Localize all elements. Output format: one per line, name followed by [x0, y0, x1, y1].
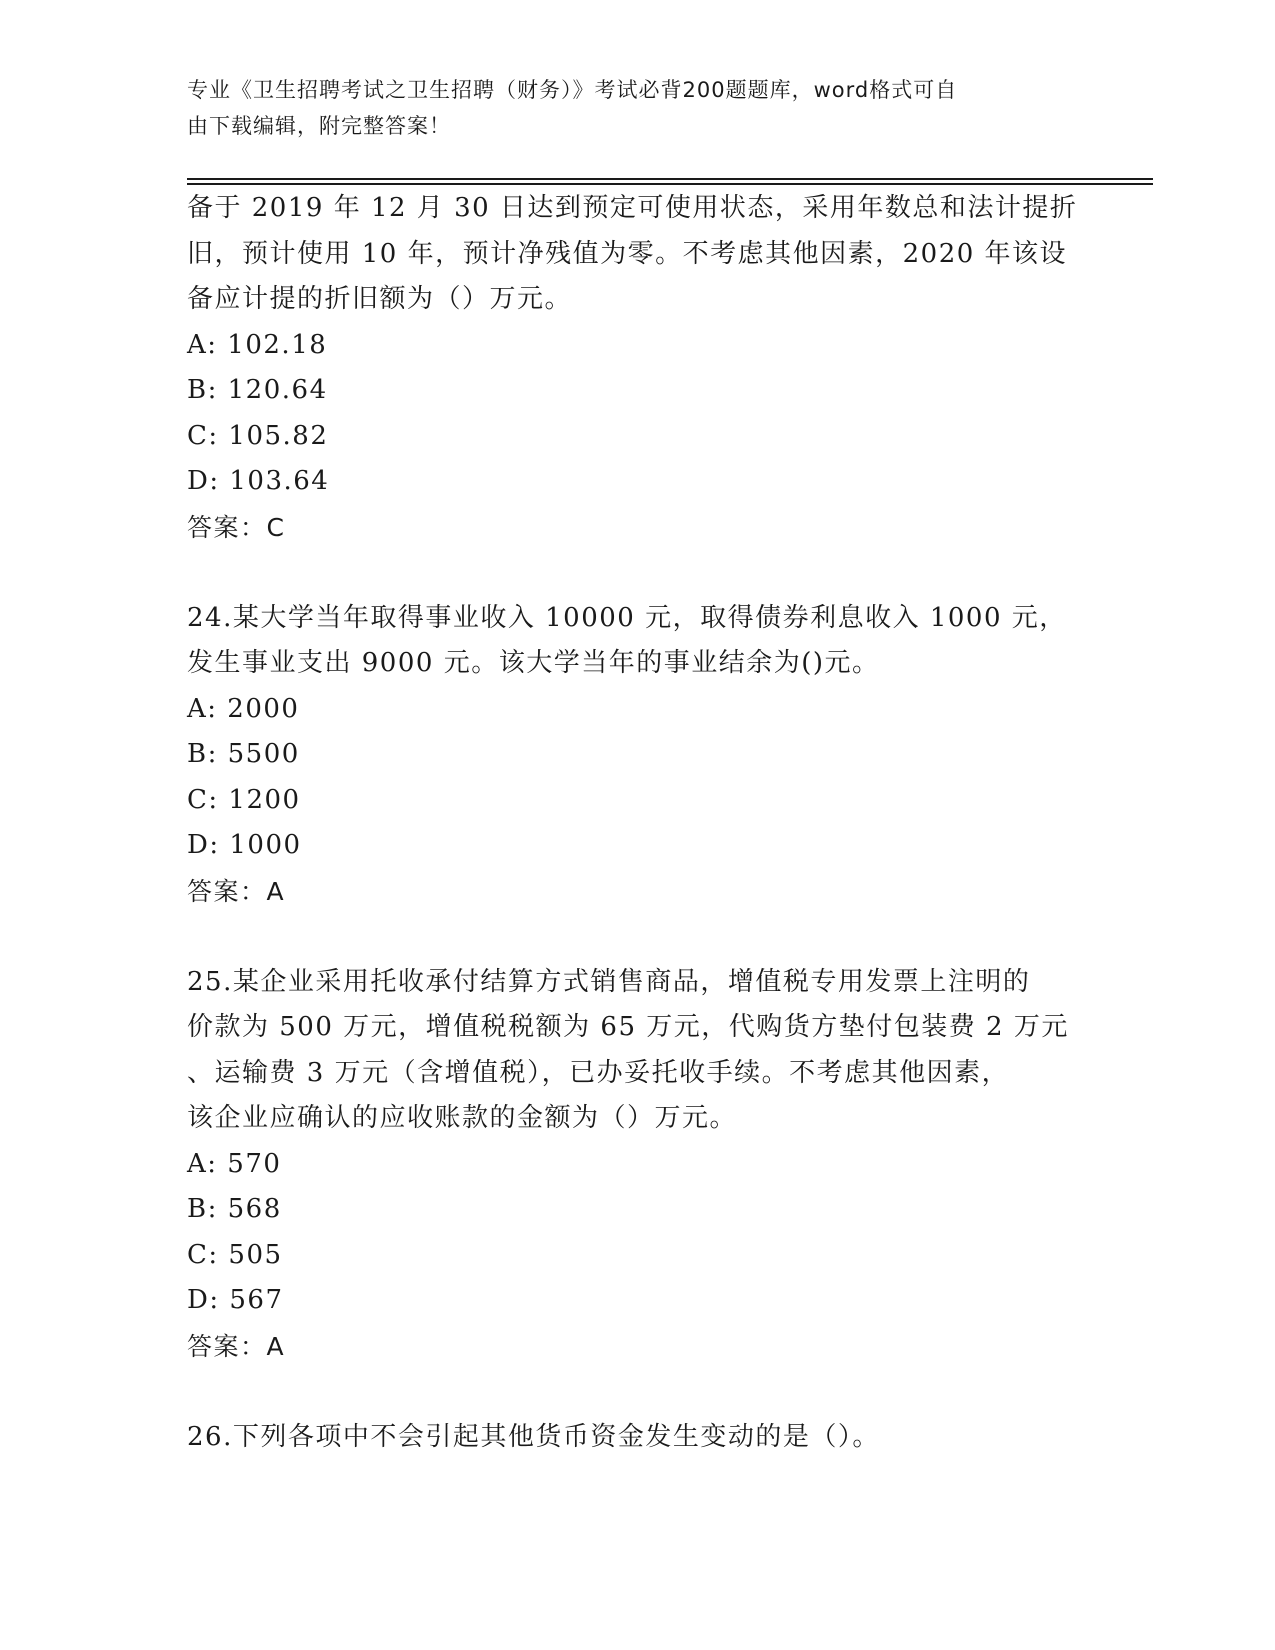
header-line: 专业《卫生招聘考试之卫生招聘（财务）》考试必背200题题库，word格式可自: [187, 78, 958, 102]
option-b: B: 120.64: [187, 375, 328, 405]
option-c: C: 505: [187, 1239, 283, 1270]
option-a: A: 2000: [187, 693, 300, 724]
option-b: B: 568: [187, 1194, 282, 1224]
spacer: [187, 550, 1087, 596]
option-d: D: 103.64: [187, 466, 330, 496]
question-stem-line: 备应计提的折旧额为（）万元。: [187, 284, 573, 314]
question-25: [187, 960, 1087, 1370]
answer-line: 答案：A: [187, 876, 286, 906]
spacer: [187, 914, 1087, 960]
answer-line: 答案：A: [187, 1331, 286, 1361]
question-24: [187, 596, 1087, 915]
question-23: [187, 186, 1087, 550]
question-stem-line: 价款为 500 万元，增值税税额为 65 万元，代购货方垫付包装费 2 万元: [187, 1012, 1069, 1042]
question-26: [187, 1415, 1087, 1461]
question-stem-line: 发生事业支出 9000 元。该大学当年的事业结余为()元。: [187, 648, 880, 678]
question-stem-line: 该企业应确认的应收账款的金额为（）万元。: [187, 1103, 738, 1133]
option-c: C: 1200: [187, 784, 301, 815]
question-stem-line: 25.某企业采用托收承付结算方式销售商品，增值税专用发票上注明的: [187, 966, 1031, 997]
header-divider: [187, 178, 1153, 180]
question-stem-line: 、运输费 3 万元（含增值税），已办妥托收手续。不考虑其他因素，: [187, 1057, 1010, 1088]
option-c: C: 105.82: [187, 420, 329, 451]
header-line: 由下载编辑，附完整答案！: [187, 114, 451, 138]
option-a: A: 570: [187, 1148, 282, 1179]
question-stem-line: 旧，预计使用 10 年，预计净残值为零。不考虑其他因素，2020 年该设: [187, 238, 1068, 269]
document-body: [187, 186, 1087, 1460]
answer-line: 答案：C: [187, 512, 286, 542]
question-stem-line: 24.某大学当年取得事业收入 10000 元，取得债券利息收入 1000 元，: [187, 602, 1067, 633]
question-stem-line: 备于 2019 年 12 月 30 日达到预定可使用状态，采用年数总和法计提折: [187, 193, 1078, 223]
document-header: [187, 72, 1067, 144]
option-a: A: 102.18: [187, 329, 328, 360]
option-d: D: 1000: [187, 830, 302, 860]
spacer: [187, 1369, 1087, 1415]
header-divider: [187, 183, 1153, 185]
option-b: B: 5500: [187, 739, 300, 769]
question-stem-line: 26.下列各项中不会引起其他货币资金发生变动的是（）。: [187, 1421, 880, 1452]
option-d: D: 567: [187, 1285, 284, 1315]
